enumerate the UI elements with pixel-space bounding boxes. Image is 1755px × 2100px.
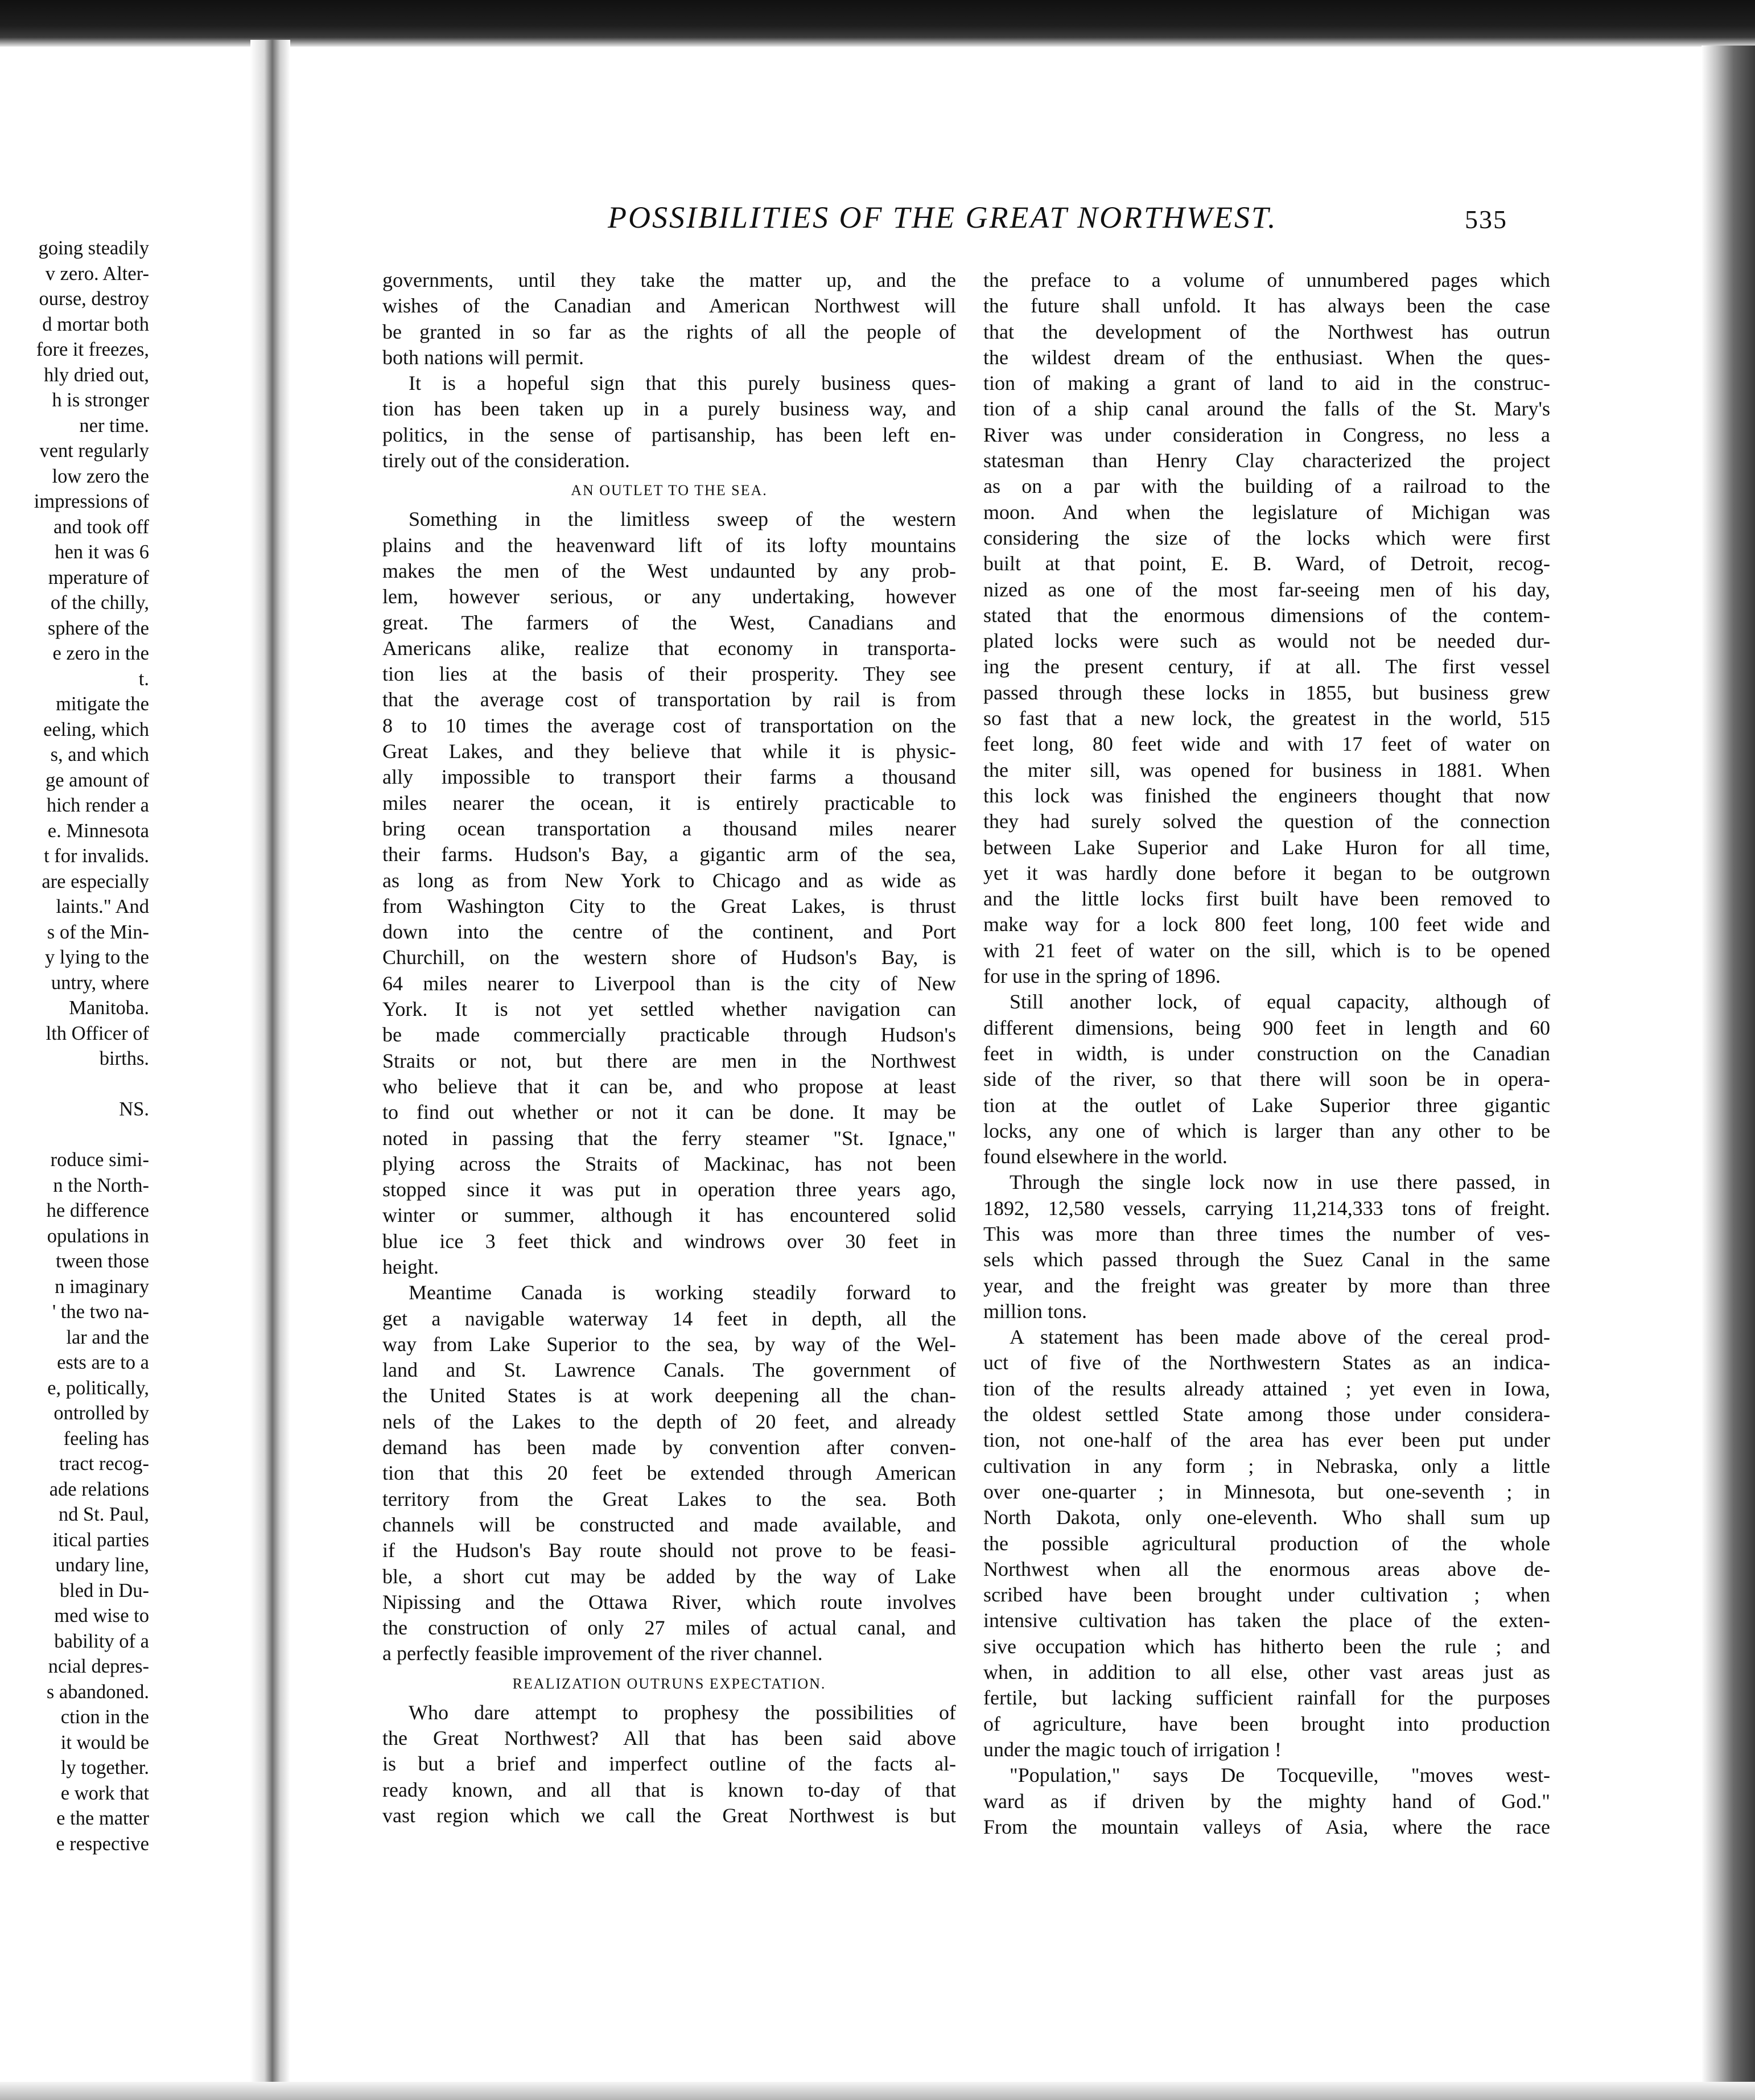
text-line: moon. And when the legislature of Michigan was [983, 500, 1550, 524]
facing-page-fragment [0, 236, 149, 1932]
text-line: lem, however serious, or any undertaking, however [382, 585, 956, 608]
fragment-line: going steadily [38, 237, 149, 259]
text-line: wishes of the Canadian and American Northwest will [382, 294, 956, 318]
fragment-line: ourse, destroy [39, 288, 149, 310]
page-number: 535 [1465, 205, 1507, 234]
text-line: scribed have been brought under cultivation ; when [983, 1583, 1550, 1607]
paragraph [382, 1700, 956, 1829]
fragment-line: hen it was 6 [55, 541, 149, 563]
text-line: as long as from New York to Chicago and as wide as [382, 868, 956, 892]
text-line: ing the present century, if at all. The first vessel [983, 655, 1550, 678]
text-line: to find out whether or not it can be done. It may be [382, 1101, 956, 1124]
text-line: if the Hudson's Bay route should not prove to be feasi- [382, 1539, 956, 1562]
text-column-right [983, 267, 1550, 1840]
text-line: tion has been taken up in a purely business way, and [382, 397, 956, 421]
fragment-line: ontrolled by [53, 1402, 149, 1424]
fragment-line: untry, where [51, 971, 149, 994]
text-line: uct of five of the Northwestern States as an indica- [983, 1351, 1550, 1374]
fragment-line: ction in the [60, 1706, 149, 1728]
text-line: tion lies at the basis of their prosperity. They see [382, 662, 956, 686]
text-line: cultivation in any form ; in Nebraska, only a little [983, 1454, 1550, 1477]
text-line: sive occupation which has hitherto been the rule ; and [983, 1634, 1550, 1658]
text-line: ward as if driven by the mighty hand of God." [983, 1789, 1550, 1813]
text-line: tion at the outlet of Lake Superior three gigantic [983, 1093, 1550, 1117]
text-line: this lock was finished the engineers thought that now [983, 784, 1550, 807]
fragment-line: eeling, which [43, 718, 149, 740]
text-line: This was more than three times the number of ves- [983, 1222, 1550, 1245]
fragment-line: e, politically, [47, 1377, 149, 1399]
fragment-line: t for invalids. [44, 845, 149, 867]
text-line: built at that point, E. B. Ward, of Detroit, recog- [983, 552, 1550, 575]
text-line: 1892, 12,580 vessels, carrying 11,214,333 tons of freight. [983, 1196, 1550, 1220]
fragment-line: n imaginary [55, 1275, 149, 1298]
text-line: make way for a lock 800 feet long, 100 feet wide and [983, 913, 1550, 936]
paragraph [983, 1763, 1550, 1840]
fragment-line: and took off [53, 516, 149, 538]
text-line: North Dakota, only one-eleventh. Who shall sum up [983, 1506, 1550, 1529]
text-line: and the little locks first built have been removed to [983, 887, 1550, 911]
fragment-line: e the matter [56, 1807, 149, 1829]
scan-bottom-edge [0, 2082, 1755, 2100]
text-line: makes the men of the West undaunted by any prob- [382, 559, 956, 582]
text-line: York. It is not yet settled whether navigation can [382, 998, 956, 1021]
text-line: with 21 feet of water on the sill, which is to be opened [983, 938, 1550, 962]
text-column-left [382, 267, 956, 1829]
text-line: tirely out of the consideration. [382, 449, 630, 472]
fragment-line: h is stronger [52, 389, 149, 411]
fragment-line: e work that [60, 1782, 149, 1804]
fragment-line: ncial depres- [48, 1656, 149, 1677]
fragment-line: bled in Du- [59, 1579, 149, 1601]
fragment-line: vent regularly [39, 440, 149, 462]
fragment-line: opulations in [47, 1225, 149, 1247]
text-line: for use in the spring of 1896. [983, 965, 1221, 988]
fragment-line: of the chilly, [50, 592, 149, 613]
text-line: A statement has been made above of the cereal prod- [1010, 1325, 1550, 1349]
text-line: 64 miles nearer to Liverpool than is the city of New [382, 971, 956, 995]
text-line: considering the size of the locks which were first [983, 526, 1550, 549]
text-line: ally impossible to transport their farms a thousand [382, 765, 956, 789]
text-line: politics, in the sense of partisanship, has been left en- [382, 423, 956, 446]
text-line: River was under consideration in Congress, no less a [983, 423, 1550, 446]
paragraph [983, 1324, 1550, 1763]
text-line: the miter sill, was opened for business in 1881. When [983, 758, 1550, 781]
text-line: who believe that it can be, and who propose at least [382, 1074, 956, 1098]
paragraph [983, 1170, 1550, 1324]
running-title: POSSIBILITIES OF THE GREAT NORTHWEST. [608, 200, 1278, 234]
fragment-line: he difference [46, 1200, 149, 1221]
text-line: channels will be constructed and made available, and [382, 1513, 956, 1536]
text-line: both nations will permit. [382, 345, 584, 369]
fragment-line: nd St. Paul, [58, 1504, 149, 1525]
text-line: a perfectly feasible improvement of the river channel. [382, 1642, 823, 1665]
text-line: plated locks were such as would not be needed dur- [983, 629, 1550, 653]
paragraph [382, 1280, 956, 1666]
text-line: the possible agricultural production of the whole [983, 1531, 1550, 1555]
text-line: Northwest when all the enormous areas above de- [983, 1557, 1550, 1580]
text-line: nels of the Lakes to the depth of 20 feet, and already [382, 1410, 956, 1433]
text-line: the wildest dream of the enthusiast. When the ques- [983, 345, 1550, 369]
fragment-line: e respective [56, 1833, 149, 1855]
text-line: tion that this 20 feet be extended through American [382, 1461, 956, 1485]
text-line: Nipissing and the Ottawa River, which route involves [382, 1590, 956, 1613]
text-line: be made commercially practicable through Hudson's [382, 1023, 956, 1047]
text-line: Churchill, on the western shore of Hudson's Bay, is [382, 946, 956, 969]
text-line: sels which passed through the Suez Canal in the same [983, 1248, 1550, 1271]
text-line: intensive cultivation has taken the place of the exten- [983, 1609, 1550, 1632]
fragment-line: lth Officer of [46, 1022, 149, 1044]
text-line: ready known, and all that is known to-day of that [382, 1778, 956, 1801]
text-line: tion of a ship canal around the falls of the St. Mary's [983, 397, 1550, 421]
paragraph [382, 507, 956, 1280]
text-line: the preface to a volume of unnumbered pages which [983, 269, 1550, 291]
fragment-line: roduce simi- [50, 1149, 149, 1171]
fragment-line: ly together. [60, 1757, 149, 1778]
fragment-line: ge amount of [45, 769, 149, 791]
text-line: miles nearer the ocean, it is entirely practicable to [382, 791, 956, 814]
fragment-line: sphere of the [47, 617, 149, 639]
fragment-line: Manitoba. [69, 997, 149, 1019]
text-line: million tons. [983, 1299, 1087, 1323]
text-line: the United States is at work deepening all the chan- [382, 1384, 956, 1407]
text-line: tion of making a grant of land to aid in the construc- [983, 372, 1550, 395]
text-line: statesman than Henry Clay characterized the project [983, 449, 1550, 472]
text-line: when, in addition to all else, other vast areas just as [983, 1661, 1550, 1684]
fragment-line: low zero the [52, 465, 149, 487]
text-line: vast region which we call the Great Northwest is but [382, 1803, 956, 1827]
paragraph [983, 267, 1550, 989]
fragment-line: feeling has [63, 1427, 149, 1450]
fragment-line: mitigate the [56, 693, 149, 715]
section-heading: AN OUTLET TO THE SEA. [571, 482, 768, 499]
fragment-line: v zero. Alter- [45, 262, 149, 285]
text-line: From the mountain valleys of Asia, where the race [983, 1815, 1550, 1838]
text-line: down into the centre of the continent, and Port [382, 920, 956, 944]
fragment-line: e zero in the [52, 643, 149, 664]
text-line: ble, a short cut may be added by the way of Lake [382, 1564, 956, 1588]
text-line: the construction of only 27 miles of actual canal, and [382, 1616, 956, 1640]
fragment-line: tract recog- [59, 1453, 149, 1475]
text-line: Who dare attempt to prophesy the possibilities of [409, 1700, 956, 1724]
section-heading: REALIZATION OUTRUNS EXPECTATION. [512, 1675, 826, 1692]
text-line: Straits or not, but there are men in the Northwest [382, 1049, 956, 1072]
text-line: nized as one of the most far-seeing men of his day, [983, 578, 1550, 601]
text-line: so fast that a new lock, the greatest in the world, 515 [983, 707, 1550, 730]
text-line: demand has been made by convention after conven- [382, 1436, 956, 1459]
paragraph [382, 370, 956, 473]
text-line: tion of the results already attained ; yet even in Iowa, [983, 1377, 1550, 1400]
text-line: great. The farmers of the West, Canadians and [382, 611, 956, 634]
fragment-line: d mortar both [42, 313, 149, 335]
text-line: Something in the limitless sweep of the western [409, 508, 956, 531]
fragment-line: bability of a [54, 1630, 149, 1652]
fragment-line: tween those [56, 1250, 149, 1272]
text-line: Through the single lock now in use there passed, in [1010, 1171, 1550, 1194]
fragment-line: s of the Min- [47, 921, 149, 943]
text-line: noted in passing that the ferry steamer "St. Ignace," [382, 1126, 956, 1150]
fragment-line: undary line, [55, 1554, 149, 1576]
fragment-line: hly dried out, [44, 364, 149, 386]
fragment-line [0, 1072, 149, 1097]
text-line: is but a brief and imperfect outline of the facts al- [382, 1752, 956, 1776]
text-line: winter or summer, although it has encountered solid [382, 1204, 956, 1227]
text-line: side of the river, so that there will soon be in opera- [983, 1068, 1550, 1091]
paragraph [983, 989, 1550, 1170]
text-line: feet long, 80 feet wide and with 17 feet of water on [983, 732, 1550, 756]
text-line: under the magic touch of irrigation ! [983, 1737, 1282, 1761]
text-line: of agriculture, have been brought into production [983, 1712, 1550, 1735]
text-line: they had surely solved the question of the connection [983, 810, 1550, 833]
fragment-line: e. Minnesota [47, 820, 149, 842]
fragment-line: ner time. [79, 414, 149, 437]
text-line: over one-quarter ; in Minnesota, but one-seventh ; in [983, 1480, 1550, 1503]
fragment-line: n the North- [53, 1174, 149, 1196]
page-gutter [250, 40, 290, 2100]
text-line: height. [382, 1255, 439, 1278]
text-line: governments, until they take the matter up, and the [382, 269, 956, 291]
text-line: 8 to 10 times the average cost of transportation on the [382, 714, 956, 737]
fragment-line: s abandoned. [46, 1681, 149, 1703]
fragment-line: impressions of [34, 491, 149, 512]
fragment-line [0, 1122, 149, 1148]
text-line: the Great Northwest? All that has been said above [382, 1727, 956, 1750]
text-line: between Lake Superior and Lake Huron for all time, [983, 835, 1550, 859]
text-line: Meantime Canada is working steadily forward to [409, 1281, 956, 1304]
text-line: fertile, but lacking sufficient rainfall for the purposes [983, 1686, 1550, 1710]
text-line: that the development of the Northwest has outrun [983, 320, 1550, 343]
text-line: tion, not one-half of the area has ever been put under [983, 1428, 1550, 1452]
text-line: Americans alike, realize that economy in transporta- [382, 636, 956, 660]
text-line: It is a hopeful sign that this purely business ques- [409, 372, 956, 395]
text-line: that the average cost of transportation by rail is from [382, 688, 956, 711]
text-line: feet in width, is under construction on the Canadian [983, 1041, 1550, 1065]
text-line: yet it was hardly done before it began to be outgrown [983, 861, 1550, 884]
text-line: stated that the enormous dimensions of the contem- [983, 603, 1550, 627]
fragment-line: fore it freezes, [36, 339, 149, 360]
fragment-line: hich render a [46, 794, 149, 816]
text-line: different dimensions, being 900 feet in length and 60 [983, 1016, 1550, 1039]
text-line: get a navigable waterway 14 feet in depth, all the [382, 1307, 956, 1330]
text-line: year, and the freight was greater by more than three [983, 1274, 1550, 1297]
fragment-line: lar and the [66, 1326, 149, 1348]
text-line: stopped since it was put in operation three years ago, [382, 1178, 956, 1201]
text-line: be granted in so far as the rights of all the people of [382, 320, 956, 343]
text-line: locks, any one of which is larger than any other to be [983, 1119, 1550, 1142]
fragment-line: ade relations [49, 1478, 149, 1500]
fragment-line: births. [99, 1048, 149, 1069]
text-line: their farms. Hudson's Bay, a gigantic arm of the sea, [382, 843, 956, 866]
fragment-line: t. [138, 668, 149, 690]
fragment-line: s, and which [50, 744, 149, 765]
text-line: land and St. Lawrence Canals. The government of [382, 1358, 956, 1382]
text-line: plying across the Straits of Mackinac, has not been [382, 1152, 956, 1175]
text-line: bring ocean transportation a thousand miles nearer [382, 817, 956, 840]
paragraph [382, 267, 956, 370]
text-line: plains and the heavenward lift of its lofty mountains [382, 533, 956, 557]
text-line: as on a par with the building of a railroad to the [983, 475, 1550, 498]
text-line: from Washington City to the Great Lakes, is thrust [382, 894, 956, 917]
fragment-line: itical parties [52, 1529, 149, 1551]
fragment-line: laints." And [56, 896, 149, 917]
text-line: passed through these locks in 1855, but business grew [983, 681, 1550, 704]
scan-right-edge [1702, 46, 1755, 2100]
fragment-line: y lying to the [44, 946, 149, 968]
text-line: blue ice 3 feet thick and windrows over 30 feet in [382, 1229, 956, 1253]
fragment-line: ests are to a [57, 1352, 149, 1373]
fragment-line: ' the two na- [52, 1301, 149, 1323]
text-line: found elsewhere in the world. [983, 1145, 1227, 1168]
text-line: Great Lakes, and they believe that while it is physic- [382, 740, 956, 763]
fragment-line: NS. [119, 1098, 149, 1120]
fragment-line: mperature of [48, 566, 149, 588]
text-line: the oldest settled State among those under considera- [983, 1403, 1550, 1426]
fragment-line: are especially [42, 870, 149, 892]
text-line: way from Lake Superior to the sea, by way of the Wel- [382, 1332, 956, 1356]
fragment-line: it would be [60, 1731, 149, 1753]
fragment-line: med wise to [54, 1605, 149, 1627]
text-line: territory from the Great Lakes to the sea. Both [382, 1487, 956, 1510]
text-line: Still another lock, of equal capacity, although of [1010, 990, 1550, 1014]
text-line: "Population," says De Tocqueville, "moves west- [1010, 1764, 1550, 1787]
text-line: the future shall unfold. It has always been the case [983, 294, 1550, 318]
